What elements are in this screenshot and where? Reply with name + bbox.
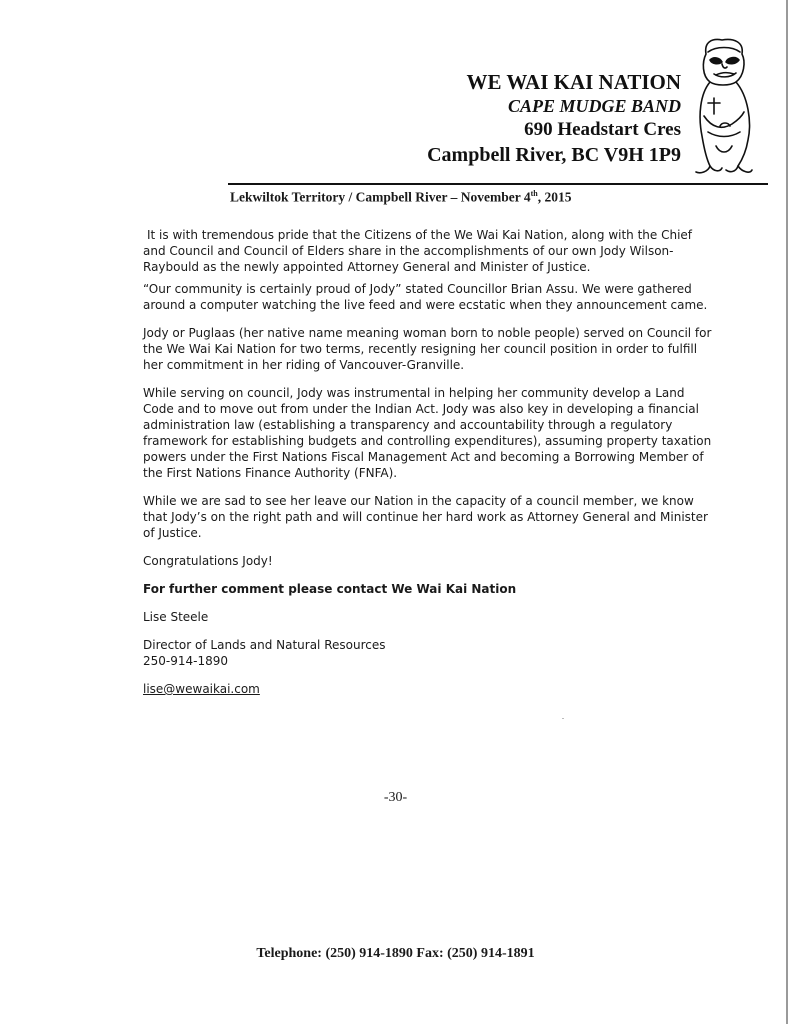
contact-heading: For further comment please contact We Wai Kai Nation — [143, 582, 517, 596]
paragraph-4: While serving on council, Jody was instrumental in helping her community develop a Land Code and to move out from under the Indian Act. Jody was also key in developing a financial administration law (establishing a transparency and accountability through a regulatory framework for establishing budgets and controlling expenditures), assuming property taxation powers under the First Nations Fiscal Management Act and becoming a Borrowing Member of the First Nations Finance Authority (FNFA). — [143, 386, 712, 480]
carved-figure-icon — [692, 36, 756, 178]
dateline — [230, 189, 770, 206]
contact-name: Lise Steele — [143, 610, 209, 624]
dateline-suffix: , 2015 — [537, 189, 572, 205]
band-name: CAPE MUDGE BAND — [507, 96, 681, 116]
org-name: WE WAI KAI NATION — [466, 70, 681, 94]
street-address: 690 Headstart Cres — [524, 119, 681, 140]
contact-phone: 250-914-1890 — [143, 654, 229, 668]
page-edge — [786, 0, 788, 1024]
footer-contact: Telephone: (250) 914-1890 Fax: (250) 914-1891 — [256, 946, 535, 961]
contact-email-link[interactable]: lise@wewaikai.com — [143, 682, 260, 696]
paragraph-5: While we are sad to see her leave our Nation in the capacity of a council member, we know that Jody’s on the right path and will continue her hard work as Attorney General and Minister of Justice. — [143, 494, 708, 540]
letterhead — [427, 70, 681, 168]
scan-speck — [562, 718, 564, 719]
contact-title: Director of Lands and Natural Resources — [143, 638, 386, 652]
paragraph-1: It is with tremendous pride that the Citizens of the We Wai Kai Nation, along with the Chief and Council and Council of Elders share in the accomplishments of our own Jody Wilson-Raybould as the newly appointed Attorney General and Minister of Justice. — [143, 228, 693, 274]
paragraph-3: Jody or Puglaas (her native name meaning woman born to noble people) served on Council for the We Wai Kai Nation for two terms, recently resigning her council position in order to fulfill her commitment in her riding of Vancouver-Granville. — [143, 326, 712, 372]
letter-body — [143, 227, 713, 709]
header-rule — [228, 183, 768, 185]
city-address: Campbell River, BC V9H 1P9 — [427, 144, 681, 166]
date-superscript: th — [530, 189, 538, 198]
end-marker: -30- — [383, 790, 408, 805]
paragraph-2: “Our community is certainly proud of Jody” stated Councillor Brian Assu. We were gathered around a computer watching the live feed and were ecstatic when they announcement came. — [143, 282, 708, 312]
dateline-prefix: Lekwiltok Territory / Campbell River – November 4 — [230, 189, 531, 205]
congratulations-line: Congratulations Jody! — [143, 554, 273, 568]
